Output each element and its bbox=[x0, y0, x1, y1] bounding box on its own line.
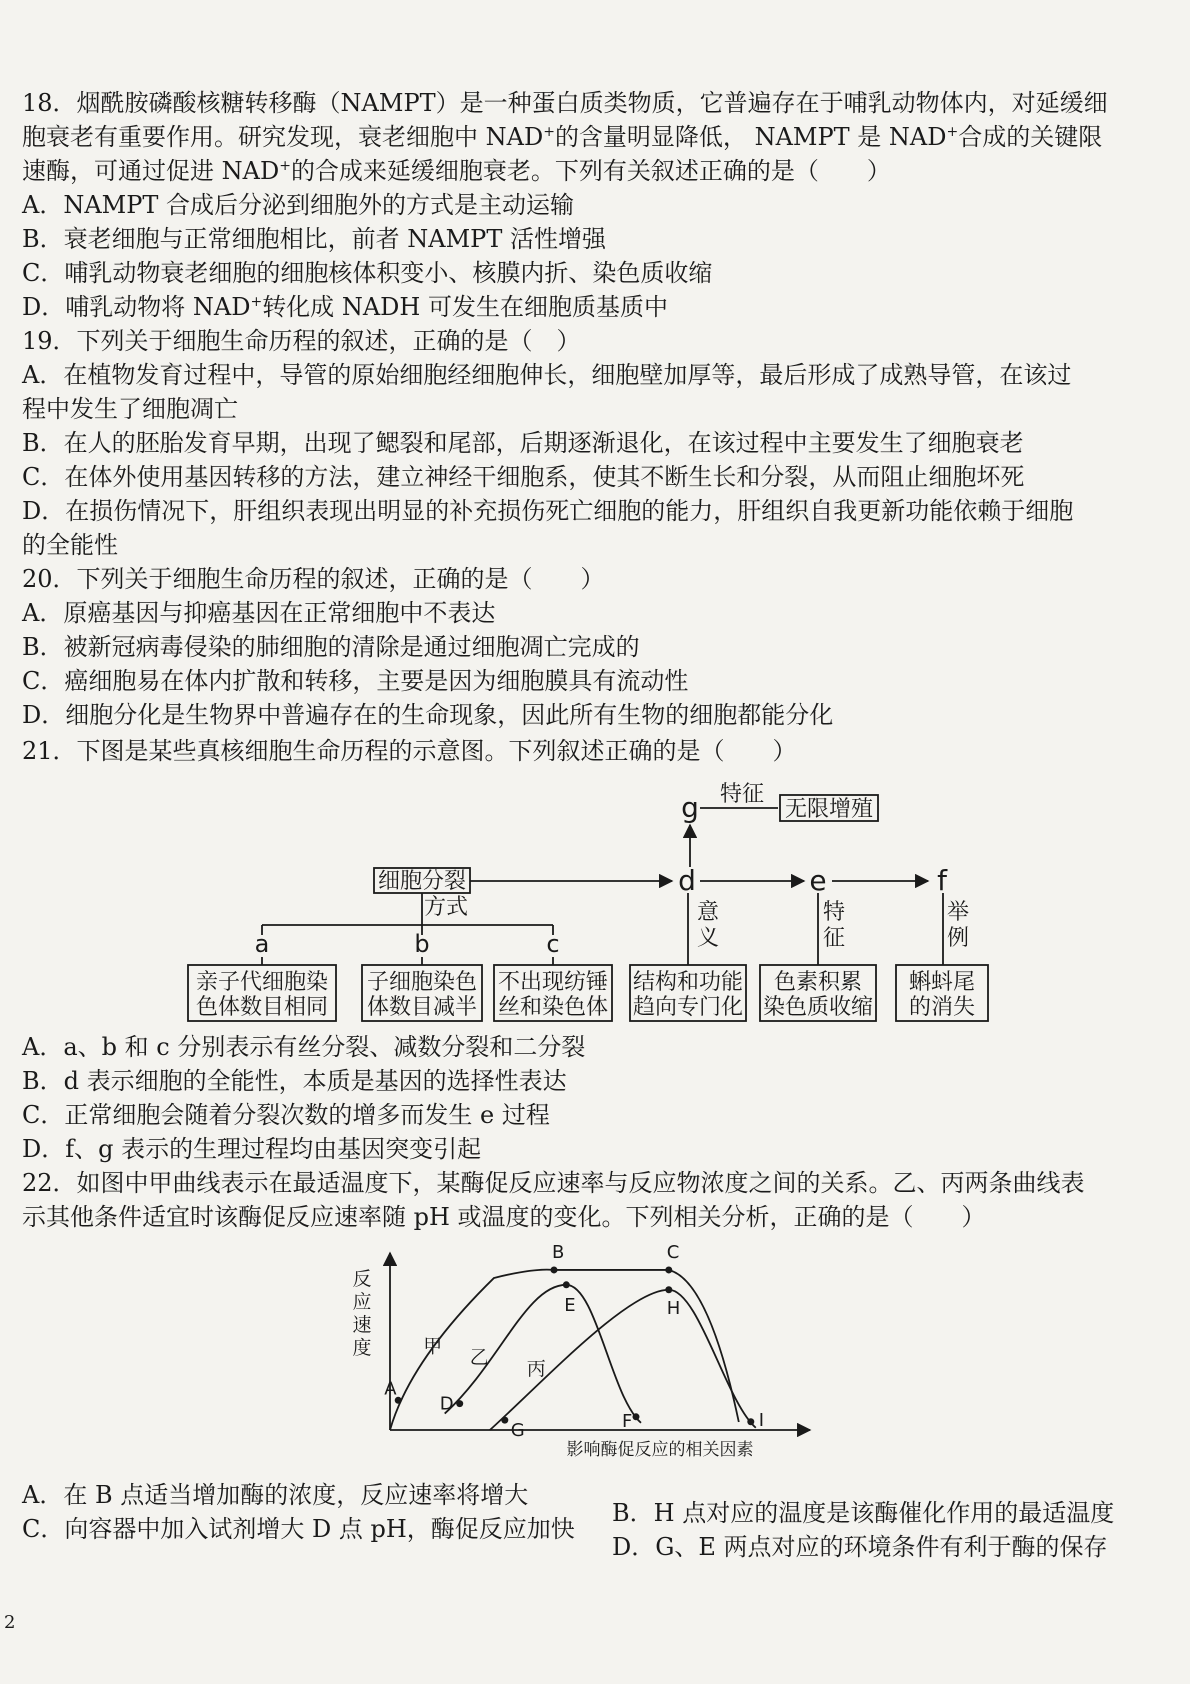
q21-option-d: D．f、g 表示的生理过程均由基因突变引起 bbox=[22, 1135, 482, 1163]
cell-life-history-diagram bbox=[0, 775, 1190, 1025]
x-axis-label: 影响酶促反应的相关因素 bbox=[566, 1440, 754, 1460]
node-g: g bbox=[681, 791, 699, 824]
q22-line-2: 示其他条件适宜时该酶促反应速率随 pH 或温度的变化。下列相关分析，正确的是（ ） bbox=[22, 1203, 986, 1231]
point-label-B: B bbox=[552, 1245, 565, 1263]
q18-line-1: 18．烟酰胺磷酸核糖转移酶（NAMPT）是一种蛋白质类物质，它普遍存在于哺乳动物体内，对延缓细 bbox=[22, 89, 1108, 117]
box-c-line-1: 不出现纺锤 bbox=[497, 970, 609, 995]
q18-line-3: 速酶，可通过促进 NAD+的合成来延缓细胞衰老。下列有关叙述正确的是（ ） bbox=[22, 157, 891, 185]
q22-line-1: 22．如图中甲曲线表示在最适温度下，某酶促反应速率与反应物浓度之间的关系。乙、丙两条曲线表 bbox=[22, 1169, 1085, 1197]
point-F bbox=[633, 1413, 640, 1420]
point-label-E: E bbox=[564, 1294, 576, 1316]
q19-option-b: B．在人的胚胎发育早期，出现了鳃裂和尾部，后期逐渐退化，在该过程中主要发生了细胞衰老 bbox=[22, 429, 1024, 457]
q18-line-2: 胞衰老有重要作用。研究发现，衰老细胞中 NAD+的含量明显降低， NAMPT 是 NAD+合成的关键限 bbox=[22, 123, 1103, 151]
node-d: d bbox=[678, 864, 696, 897]
label-tezheng-g: 特征 bbox=[719, 782, 765, 807]
label-juli-1: 举 bbox=[946, 900, 970, 925]
series-label-2: 乙 bbox=[469, 1346, 489, 1369]
q22-option-d: D．G、E 两点对应的环境条件有利于酶的保存 bbox=[612, 1533, 1108, 1561]
enzyme-rate-chart bbox=[330, 1245, 830, 1480]
box-c-line-2: 丝和染色体 bbox=[497, 995, 609, 1020]
page-number: 2 bbox=[4, 1612, 16, 1633]
q19-option-a-cont: 程中发生了细胞凋亡 bbox=[22, 395, 238, 423]
q18-option-d: D．哺乳动物将 NAD+转化成 NADH 可发生在细胞质基质中 bbox=[22, 293, 668, 321]
node-a: a bbox=[254, 930, 270, 958]
series-label-3: 丙 bbox=[526, 1358, 546, 1381]
q19-option-c: C．在体外使用基因转移的方法，建立神经干细胞系，使其不断生长和分裂，从而阻止细胞坏死 bbox=[22, 463, 1025, 491]
q21-stem: 21．下图是某些真核细胞生命历程的示意图。下列叙述正确的是（ ） bbox=[22, 737, 797, 765]
box-b-line-1: 子细胞染色 bbox=[366, 970, 478, 995]
point-C bbox=[665, 1266, 672, 1273]
node-b: b bbox=[414, 930, 430, 958]
ylabel-char-1: 反 bbox=[352, 1268, 372, 1290]
label-tezheng-e-2: 征 bbox=[822, 926, 846, 951]
node-e: e bbox=[809, 864, 827, 897]
box-a-line-2: 色体数目相同 bbox=[195, 995, 329, 1020]
point-D bbox=[456, 1400, 463, 1407]
q20-option-d: D．细胞分化是生物界中普遍存在的生命现象，因此所有生物的细胞都能分化 bbox=[22, 701, 834, 729]
box-e-line-1: 色素积累 bbox=[773, 970, 863, 995]
point-label-C: C bbox=[666, 1245, 680, 1263]
point-G bbox=[501, 1417, 508, 1424]
point-I bbox=[747, 1418, 754, 1425]
ylabel-char-2: 应 bbox=[352, 1291, 372, 1313]
box-b-line-2: 体数目减半 bbox=[366, 995, 478, 1020]
label-tezheng-e-1: 特 bbox=[822, 900, 846, 925]
box-cell-division: 细胞分裂 bbox=[377, 869, 467, 894]
ylabel-char-3: 速 bbox=[352, 1314, 372, 1336]
point-label-G: G bbox=[510, 1420, 525, 1442]
q18-option-a: A．NAMPT 合成后分泌到细胞外的方式是主动运输 bbox=[22, 191, 575, 219]
q22-option-a: A．在 B 点适当增加酶的浓度，反应速率将增大 bbox=[22, 1481, 529, 1509]
q22-option-c: C．向容器中加入试剂增大 D 点 pH，酶促反应加快 bbox=[22, 1515, 575, 1543]
q22-option-b: B．H 点对应的温度是该酶催化作用的最适温度 bbox=[612, 1499, 1115, 1527]
point-label-H: H bbox=[666, 1297, 681, 1319]
box-f-line-1: 蝌蚪尾 bbox=[908, 970, 976, 995]
box-f-line-2: 的消失 bbox=[908, 995, 976, 1020]
q19-option-d-cont: 的全能性 bbox=[22, 531, 118, 559]
q19-option-d: D．在损伤情况下，肝组织表现出明显的补充损伤死亡细胞的能力，肝组织自我更新功能依赖于细胞 bbox=[22, 497, 1074, 525]
q19-stem: 19．下列关于细胞生命历程的叙述，正确的是（ ） bbox=[22, 327, 581, 355]
point-H bbox=[665, 1286, 672, 1293]
label-yiyi-1: 意 bbox=[696, 900, 720, 925]
point-label-A: A bbox=[384, 1378, 397, 1400]
point-E bbox=[563, 1281, 570, 1288]
box-a-line-1: 亲子代细胞染 bbox=[195, 970, 329, 995]
point-B bbox=[551, 1266, 558, 1273]
q20-option-c: C．癌细胞易在体内扩散和转移，主要是因为细胞膜具有流动性 bbox=[22, 667, 689, 695]
q18-option-b: B．衰老细胞与正常细胞相比，前者 NAMPT 活性增强 bbox=[22, 225, 606, 253]
q18-option-c: C．哺乳动物衰老细胞的细胞核体积变小、核膜内折、染色质收缩 bbox=[22, 259, 713, 287]
ylabel-char-4: 度 bbox=[352, 1337, 372, 1359]
q21-option-b: B．d 表示细胞的全能性，本质是基因的选择性表达 bbox=[22, 1067, 567, 1095]
node-c: c bbox=[546, 930, 560, 958]
box-d-line-2: 趋向专门化 bbox=[632, 995, 744, 1020]
point-label-F: F bbox=[622, 1410, 633, 1432]
q21-option-a: A．a、b 和 c 分别表示有丝分裂、减数分裂和二分裂 bbox=[22, 1033, 586, 1061]
node-f: f bbox=[937, 864, 947, 897]
box-wuxian-zengzhi: 无限增殖 bbox=[784, 797, 874, 822]
point-label-D: D bbox=[439, 1393, 454, 1415]
label-yiyi-2: 义 bbox=[696, 926, 720, 951]
q21-option-c: C．正常细胞会随着分裂次数的增多而发生 e 过程 bbox=[22, 1101, 550, 1129]
series-label-1: 甲 bbox=[423, 1335, 443, 1358]
box-d-line-1: 结构和功能 bbox=[632, 970, 744, 995]
q19-option-a: A．在植物发育过程中，导管的原始细胞经细胞伸长，细胞壁加厚等，最后形成了成熟导管，在该过 bbox=[22, 361, 1072, 389]
label-fangshi: 方式 bbox=[423, 895, 469, 920]
box-e-line-2: 染色质收缩 bbox=[762, 995, 874, 1020]
point-label-I: I bbox=[758, 1409, 765, 1431]
q20-stem: 20．下列关于细胞生命历程的叙述，正确的是（ ） bbox=[22, 565, 605, 593]
q20-option-b: B．被新冠病毒侵染的肺细胞的清除是通过细胞凋亡完成的 bbox=[22, 633, 640, 661]
q20-option-a: A．原癌基因与抑癌基因在正常细胞中不表达 bbox=[22, 599, 496, 627]
label-juli-2: 例 bbox=[946, 926, 970, 951]
